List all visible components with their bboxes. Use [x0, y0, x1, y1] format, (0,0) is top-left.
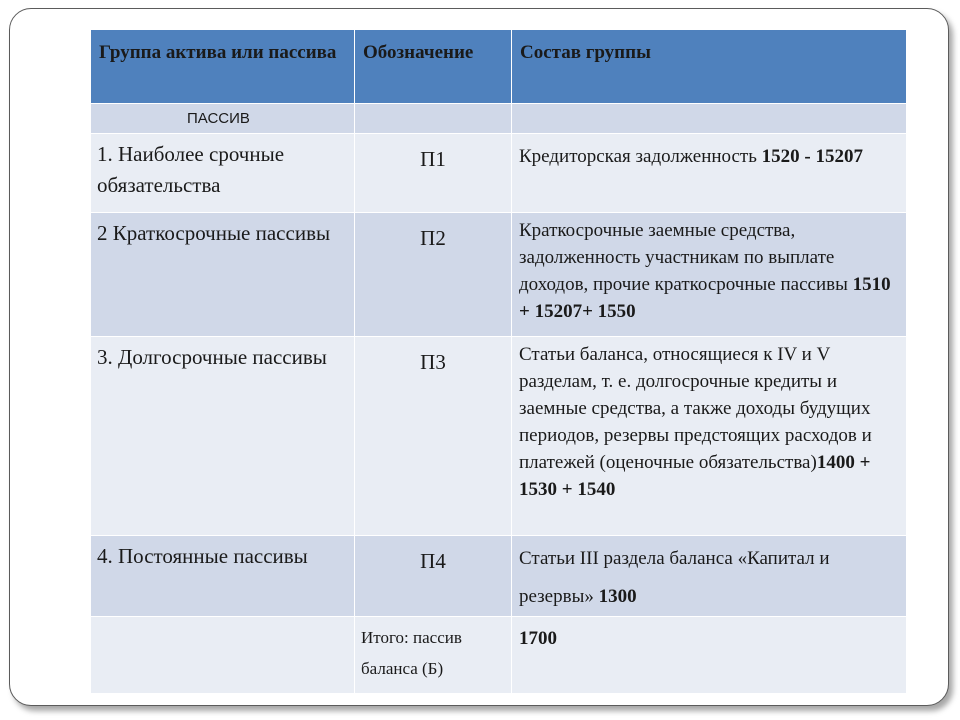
group-composition: Краткосрочные заемные средства, задолженность участникам по выплате доходов, прочие краткосрочные пассивы 1510 + 15207+ 1550 — [519, 220, 891, 322]
header-composition: Состав группы — [512, 30, 907, 104]
table-row — [91, 536, 907, 617]
header-row — [91, 30, 907, 104]
group-name: 2 Краткосрочные пассивы — [97, 221, 331, 245]
header-group: Группа актива или пассива — [91, 30, 355, 104]
total-row — [91, 617, 907, 694]
section-label-cell — [91, 104, 355, 134]
group-name: 4. Постоянные пассивы — [97, 544, 308, 568]
group-name: 1. Наиболее срочные обязательства — [97, 142, 285, 197]
total-value: 1700 — [519, 628, 557, 649]
group-composition: Кредиторская задолженность 1520 - 15207 — [519, 146, 863, 167]
section-row — [91, 104, 907, 134]
table-row — [91, 134, 907, 213]
liabilities-table — [90, 29, 907, 694]
header-code: Обозначение — [355, 30, 512, 104]
group-composition: Статьи баланса, относящиеся к IV и V разделам, т. е. долгосрочные кредиты и заемные средства, а также доходы будущих периодов, резервы предстоящих расходов и платежей (оценочные обязательства)1400 + 1530 + 1540 — [519, 344, 872, 500]
total-label: Итого: пассив баланса (Б) — [361, 628, 462, 678]
group-code: П2 — [420, 226, 446, 250]
group-name: 3. Долгосрочные пассивы — [97, 345, 327, 369]
group-code: П1 — [420, 147, 446, 171]
table-row — [91, 337, 907, 536]
group-code: П4 — [420, 549, 446, 573]
group-composition: Статьи III раздела баланса «Капитал и резервы» 1300 — [519, 548, 830, 607]
group-code: П3 — [420, 350, 446, 374]
section-label: ПАССИВ — [187, 110, 250, 127]
table-row — [91, 213, 907, 337]
